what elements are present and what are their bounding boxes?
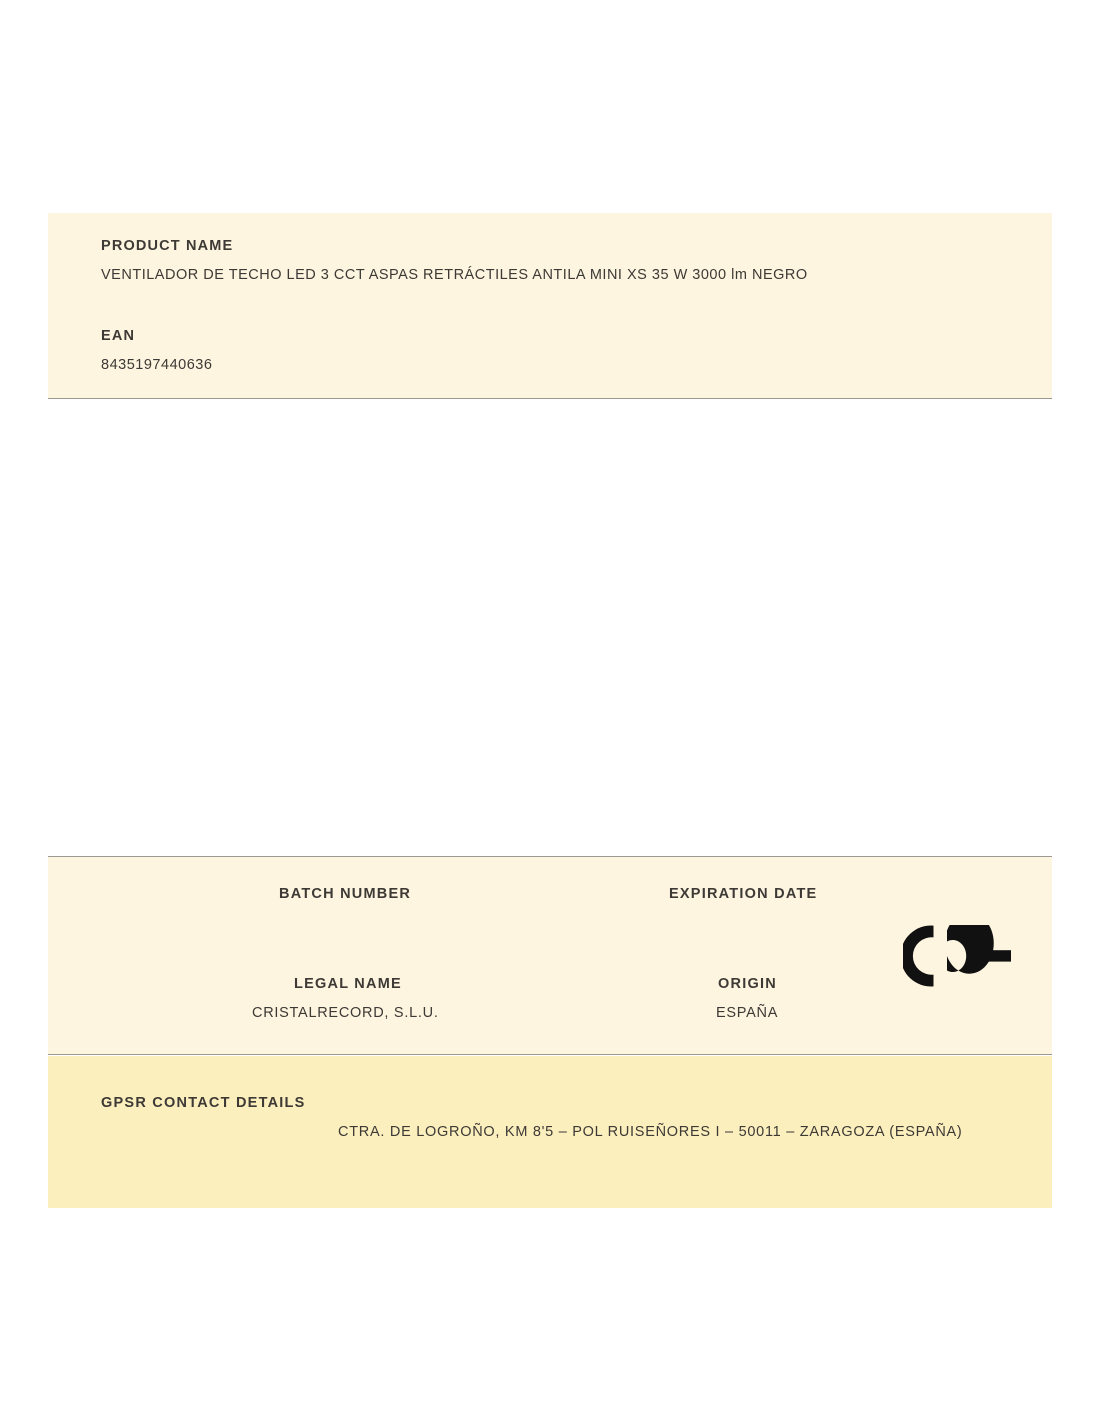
origin-value: ESPAÑA (716, 1005, 779, 1021)
product-name-value: VENTILADOR DE TECHO LED 3 CCT ASPAS RETRÁCTILES ANTILA MINI XS 35 W 3000 lm NEGRO (101, 267, 808, 283)
batch-legal-panel (48, 856, 1052, 1055)
product-name-label: PRODUCT NAME (101, 238, 234, 254)
batch-number-label: BATCH NUMBER (279, 886, 412, 902)
gpsr-contact-label: GPSR CONTACT DETAILS (101, 1095, 306, 1111)
legal-name-value: CRISTALRECORD, S.L.U. (252, 1005, 439, 1021)
ean-value: 8435197440636 (101, 357, 213, 373)
gpsr-contact-value: CTRA. DE LOGROÑO, KM 8'5 – POL RUISEÑORES I – 50011 – ZARAGOZA (ESPAÑA) (338, 1124, 963, 1140)
origin-label: ORIGIN (718, 976, 777, 992)
gpsr-contact-panel (48, 1056, 1052, 1208)
expiration-date-label: EXPIRATION DATE (669, 886, 818, 902)
legal-name-label: LEGAL NAME (294, 976, 402, 992)
product-info-panel (48, 213, 1052, 399)
ean-label: EAN (101, 328, 136, 344)
ce-mark-icon (903, 925, 1013, 987)
